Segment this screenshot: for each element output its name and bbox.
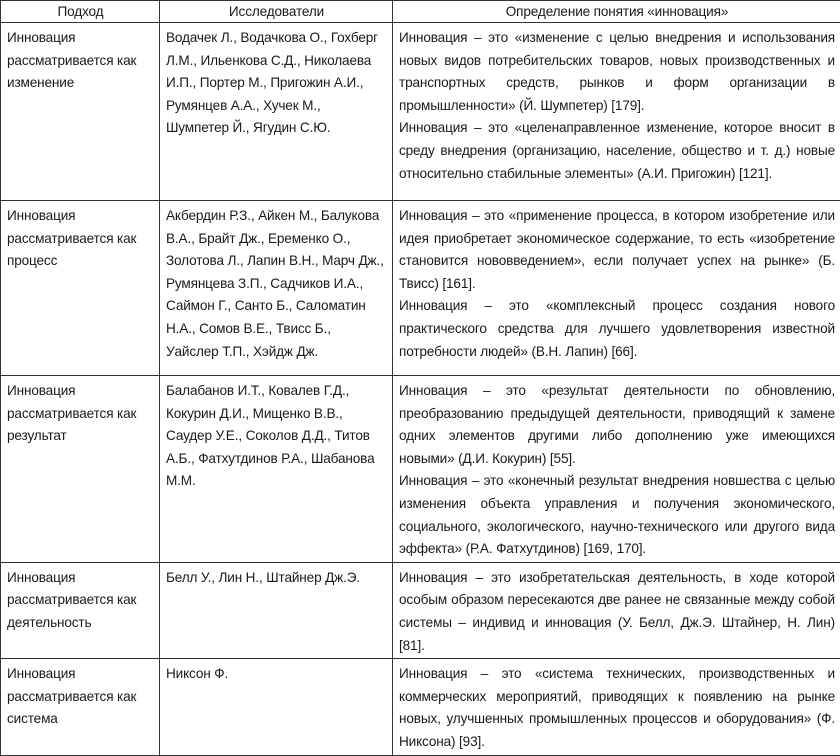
table-row bbox=[1, 562, 840, 658]
definition-paragraph: Инновация – это «целенаправленное изменение, которое вносит в среду внедрения (организацию, население, общество и т. д.) новые относительно стабильные элементы» (А.И. Пригожин) [121]. bbox=[399, 117, 835, 185]
approach-cell: Инновация рассматривается как деятельность bbox=[1, 562, 160, 658]
researchers-cell: Никсон Ф. bbox=[160, 659, 393, 755]
approach-cell: Инновация рассматривается как система bbox=[1, 659, 160, 755]
header-approach: Подход bbox=[1, 1, 160, 23]
definition-paragraph: Инновация – это «результат деятельности по обновлению, преобразованию предыдущей деятельности, приводящий к замене одних элементов другими либо дополнению уже имеющихся новыми» (Д.И. Кокурин) [55]. bbox=[399, 380, 835, 470]
researchers-cell: Водачек Л., Водачкова О., Гохберг Л.М., Ильенкова С.Д., Николаева И.П., Портер М., Пригожин А.И., Румянцев А.А., Хучек М., Шумпетер Й., Ягудин С.Ю. bbox=[160, 23, 393, 201]
definitions-cell bbox=[393, 562, 840, 658]
researchers-cell: Акбердин Р.З., Айкен М., Балукова В.А., Брайт Дж., Еременко О., Золотова Л., Лапин В.Н., Марч Дж., Румянцева З.П., Садчиков И.А., Саймон Г., Санто Б., Саломатин Н.А., Сомов В.Е., Твисс Б., Уайслер Т.П., Хэйдж Дж. bbox=[160, 201, 393, 376]
definition-paragraph: Инновация – это «конечный результат внедрения новшества с целью изменения объекта управления и получения экономического, социального, экологического, научно-технического или другого вида эффекта» (Р.А. Фатхутдинов) [169, 170]. bbox=[399, 470, 835, 560]
approach-cell: Инновация рассматривается как результат bbox=[1, 376, 160, 563]
definition-paragraph: Инновация – это «применение процесса, в котором изобретение или идея приобретает экономическое содержание, то есть «изобретение становится нововведением», если получает успех на рынке» (Б. Твисс) [161]. bbox=[399, 205, 835, 295]
researchers-cell: Балабанов И.Т., Ковалев Г.Д., Кокурин Д.И., Мищенко В.В., Саудер У.Е., Соколов Д.Д., Титов А.Б., Фатхутдинов Р.А., Шабанова М.М. bbox=[160, 376, 393, 563]
approach-cell: Инновация рассматривается как изменение bbox=[1, 23, 160, 201]
table-header-row bbox=[1, 1, 840, 23]
definition-paragraph: Инновация – это «изменение с целью внедрения и использования новых видов потребительских товаров, новых производственных и транспортных средств, рынков и форм организации в промышленности» (Й. Шумпетер) [179]. bbox=[399, 27, 835, 117]
definition-paragraph: Инновация – это изобретательская деятельность, в ходе которой особым образом пересекаются две ранее не связанные между собой системы – индивид и инновация (У. Белл, Дж.Э. Штайнер, Н. Лин) [81]. bbox=[399, 567, 835, 657]
table-row bbox=[1, 376, 840, 563]
table-row bbox=[1, 201, 840, 376]
definition-paragraph: Инновация – это «комплексный процесс создания нового практического средства для лучшего удовлетворения известной потребности людей» (В.Н. Лапин) [66]. bbox=[399, 295, 835, 363]
table-row bbox=[1, 659, 840, 755]
header-researchers: Исследователи bbox=[160, 1, 393, 23]
approach-cell: Инновация рассматривается как процесс bbox=[1, 201, 160, 376]
definition-paragraph: Инновация – это «система технических, производственных и коммерческих мероприятий, приводящих к появлению на рынке новых, улучшенных промышленных процессов и оборудования» (Ф. Никсона) [93]. bbox=[399, 663, 835, 753]
definitions-cell bbox=[393, 201, 840, 376]
definitions-cell bbox=[393, 376, 840, 563]
table-row bbox=[1, 23, 840, 201]
definitions-cell bbox=[393, 659, 840, 755]
header-definition: Определение понятия «инновация» bbox=[393, 1, 840, 23]
definitions-cell bbox=[393, 23, 840, 201]
researchers-cell: Белл У., Лин Н., Штайнер Дж.Э. bbox=[160, 562, 393, 658]
